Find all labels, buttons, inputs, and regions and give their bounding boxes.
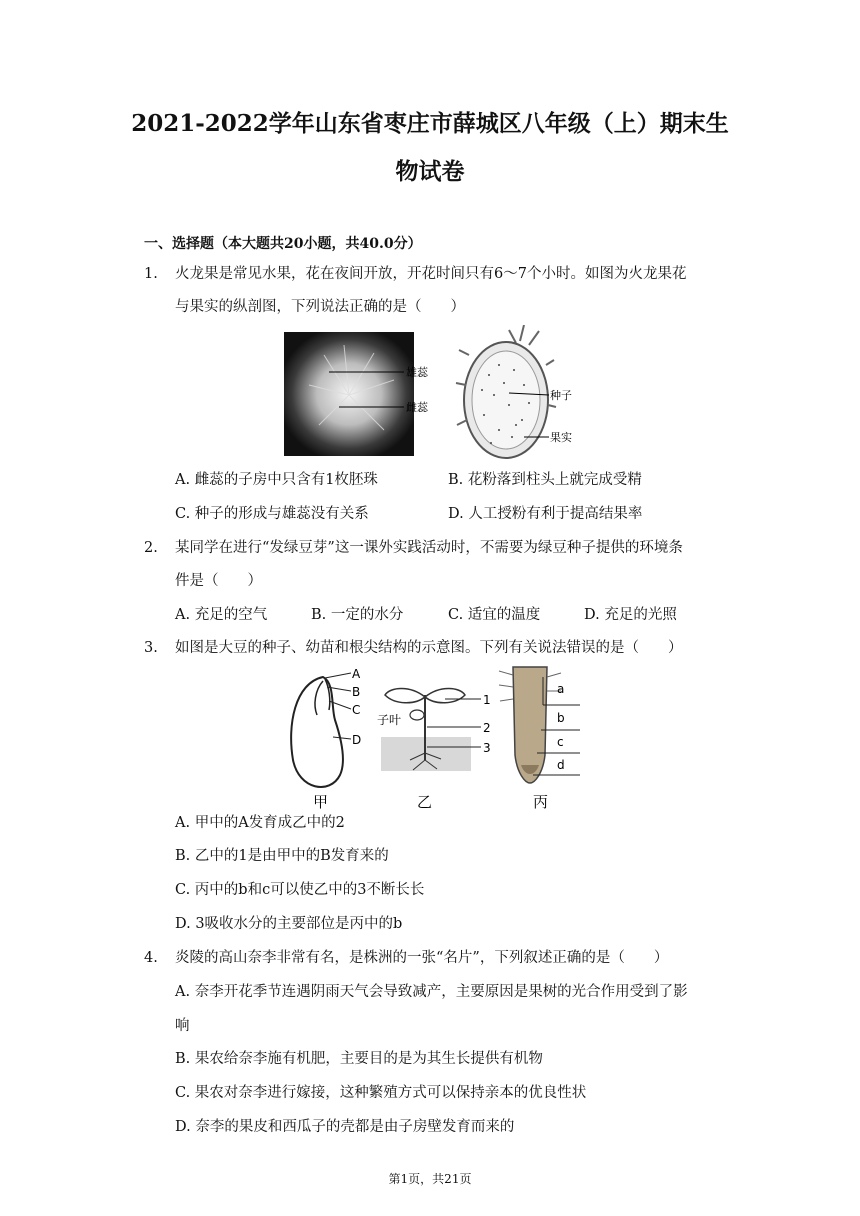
q1-option-b: B. 花粉落到柱头上就完成受精 (448, 472, 642, 488)
q1-stem-line2: 与果实的纵剖图，下列说法正确的是（ ） (175, 299, 465, 315)
q3-option-b: B. 乙中的1是由甲中的B发育来的 (175, 848, 389, 864)
seed-label-d: D (352, 733, 362, 747)
q1-option-a: A. 雌蕊的子房中只含有1枚胚珠 (175, 472, 378, 488)
q3-option-a: A. 甲中的A发育成乙中的2 (175, 815, 345, 831)
q3-figure (285, 665, 585, 810)
q2-option-b: B. 一定的水分 (311, 607, 404, 623)
q4-number: 4. (144, 950, 158, 966)
q4-option-d: D. 奈李的果皮和西瓜子的壳都是由子房壁发育而来的 (175, 1119, 515, 1135)
cotyledon-label: 子叶 (377, 713, 402, 727)
page-footer: 第1页，共21页 (388, 1172, 472, 1186)
seed-label-b: B (352, 685, 361, 699)
seed-label-a: A (352, 667, 361, 681)
label-jia: 甲 (313, 793, 329, 810)
q2-stem-line1: 某同学在进行“发绿豆芽”这一课外实践活动时，不需要为绿豆种子提供的环境条 (175, 540, 683, 556)
seedling-label-1: 1 (483, 693, 491, 707)
q2-number: 2. (144, 540, 158, 556)
q3-number: 3. (144, 640, 158, 656)
q2-option-d: D. 充足的光照 (584, 607, 677, 623)
fruit-label: 果实 (550, 431, 572, 444)
title-line-1: 2021-2022学年山东省枣庄市薛城区八年级（上）期末生 (131, 110, 729, 137)
q4-option-c: C. 果农对奈李进行嫁接，这种繁殖方式可以保持亲本的优良性状 (175, 1085, 587, 1101)
q4-option-b: B. 果农给奈李施有机肥，主要目的是为其生长提供有机物 (175, 1051, 543, 1067)
root-label-a: a (557, 682, 565, 696)
q2-stem-line2: 件是（ ） (175, 573, 262, 589)
section-heading: 一、选择题（本大题共20小题，共40.0分） (144, 236, 422, 252)
fruit-section (456, 325, 556, 458)
root-label-c: c (557, 735, 564, 749)
seed-label: 种子 (550, 389, 572, 402)
title-line-2: 物试卷 (395, 158, 465, 185)
pistil-label: 雌蕊 (406, 401, 428, 414)
seed-diagram (291, 667, 361, 810)
q1-option-d: D. 人工授粉有利于提高结果率 (448, 506, 643, 522)
q2-option-a: A. 充足的空气 (175, 607, 268, 623)
label-bing: 丙 (533, 793, 549, 810)
q1-option-c: C. 种子的形成与雄蕊没有关系 (175, 506, 369, 522)
seedling-label-2: 2 (483, 721, 491, 735)
stamen-label: 雄蕊 (406, 366, 428, 379)
q1-figure (284, 325, 584, 465)
q3-option-d: D. 3吸收水分的主要部位是丙中的b (175, 916, 403, 932)
seedling-diagram (377, 689, 491, 811)
root-tip-diagram (499, 667, 580, 810)
q3-option-c: C. 丙中的b和c可以使乙中的3不断长长 (175, 882, 425, 898)
page-title (100, 100, 760, 196)
seed-label-c: C (352, 703, 361, 717)
q4-option-a-line1: A. 奈李开花季节连遇阴雨天气会导致减产，主要原因是果树的光合作用受到了影 (175, 984, 688, 1000)
q4-stem-line1: 炎陵的高山奈李非常有名，是株洲的一张“名片”，下列叙述正确的是（ ） (175, 950, 669, 966)
root-label-b: b (557, 711, 565, 725)
q2-option-c: C. 适宜的温度 (448, 607, 541, 623)
q4-option-a-line2: 响 (175, 1018, 190, 1034)
label-yi: 乙 (417, 793, 433, 810)
seedling-label-3: 3 (483, 741, 491, 755)
q1-number: 1. (144, 266, 158, 282)
q1-stem-line1: 火龙果是常见水果，花在夜间开放，开花时间只有6～7个小时。如图为火龙果花 (175, 266, 687, 282)
q3-stem-line1: 如图是大豆的种子、幼苗和根尖结构的示意图。下列有关说法错误的是（ ） (175, 640, 683, 656)
root-label-d: d (557, 758, 565, 772)
